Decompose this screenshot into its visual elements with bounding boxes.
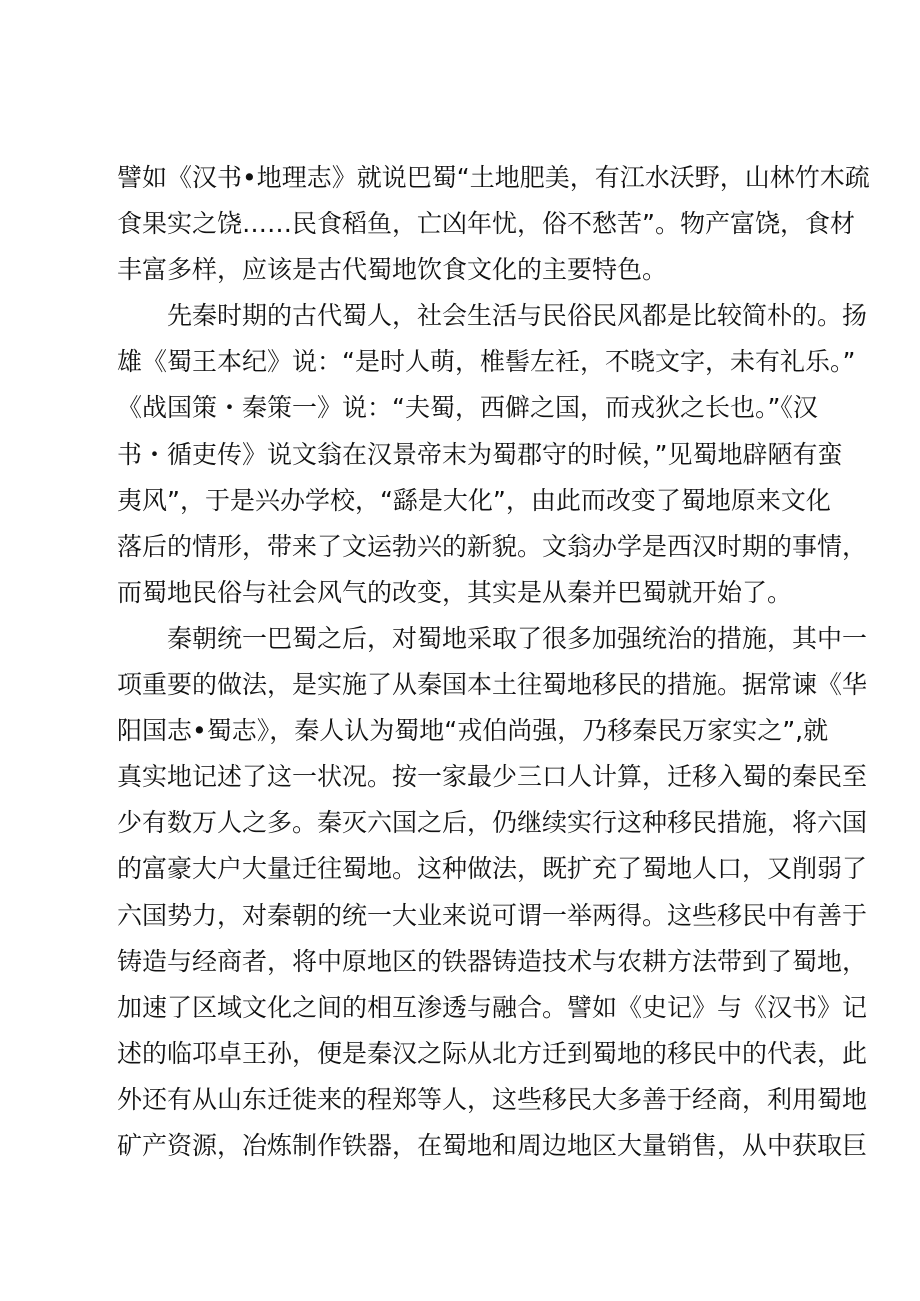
text-line: 秦朝统一巴蜀之后，对蜀地采取了很多加强统治的措施，其中一: [167, 623, 868, 653]
text-line: 丰富多样，应该是古代蜀地饮食文化的主要特色。: [117, 255, 668, 285]
paragraph: [117, 293, 868, 616]
text-line: 阳国志•蜀志》，秦人认为蜀地“戎伯尚强，乃移秦民万家实之”,就: [117, 716, 829, 746]
text-line: 书・循吏传》说文翁在汉景帝末为蜀郡守的时候，”见蜀地辟陋有蛮: [117, 439, 843, 469]
paragraph: [117, 155, 870, 293]
text-line: 矿产资源，冶炼制作铁器，在蜀地和周边地区大量销售，从中获取巨: [117, 1130, 868, 1160]
text-line: 而蜀地民俗与社会风气的改变，其实是从秦并巴蜀就开始了。: [117, 577, 793, 607]
text-line: 述的临邛卓王孙，便是秦汉之际从北方迁到蜀地的移民中的代表，此: [117, 1038, 868, 1068]
paragraph: [117, 616, 868, 1169]
text-line: 铸造与经商者，将中原地区的铁器铸造技术与农耕方法带到了蜀地，: [117, 946, 868, 976]
text-line: 项重要的做法，是实施了从秦国本土往蜀地移民的措施。据常谏《华: [117, 670, 868, 700]
text-line: 食果实之饶……民食稻鱼，亡凶年忧，俗不愁苦”。物产富饶，食材: [117, 209, 855, 239]
body-text: [117, 155, 870, 1169]
text-line: 真实地记述了这一状况。按一家最少三口人计算，迁移入蜀的秦民至: [117, 762, 868, 792]
text-line: 加速了区域文化之间的相互渗透与融合。譬如《史记》与《汉书》记: [117, 992, 868, 1022]
text-line: 的富豪大户大量迁往蜀地。这种做法，既扩充了蜀地人口，又削弱了: [117, 854, 868, 884]
text-line: 夷风”，于是兴办学校，“繇是大化”，由此而改变了蜀地原来文化: [117, 485, 831, 515]
text-line: 落后的情形，带来了文运勃兴的新貌。文翁办学是西汉时期的事情，: [117, 531, 868, 561]
text-line: 《战国策・秦策一》说：“夫蜀，西僻之国，而戎狄之长也。”《汉: [117, 393, 818, 423]
text-line: 少有数万人之多。秦灭六国之后，仍继续实行这种移民措施，将六国: [117, 808, 868, 838]
text-line: 譬如《汉书•地理志》就说巴蜀“土地肥美，有江水沃野，山林竹木疏: [117, 163, 870, 192]
text-line: 六国势力，对秦朝的统一大业来说可谓一举两得。这些移民中有善于: [117, 900, 868, 930]
text-line: 外还有从山东迁徙来的程郑等人，这些移民大多善于经商，利用蜀地: [117, 1084, 868, 1114]
text-line: 先秦时期的古代蜀人，社会生活与民俗民风都是比较简朴的。扬: [167, 301, 868, 331]
text-line: 雄《蜀王本纪》说：“是时人萌，椎髻左衽，不晓文字，未有礼乐。”: [117, 347, 856, 377]
